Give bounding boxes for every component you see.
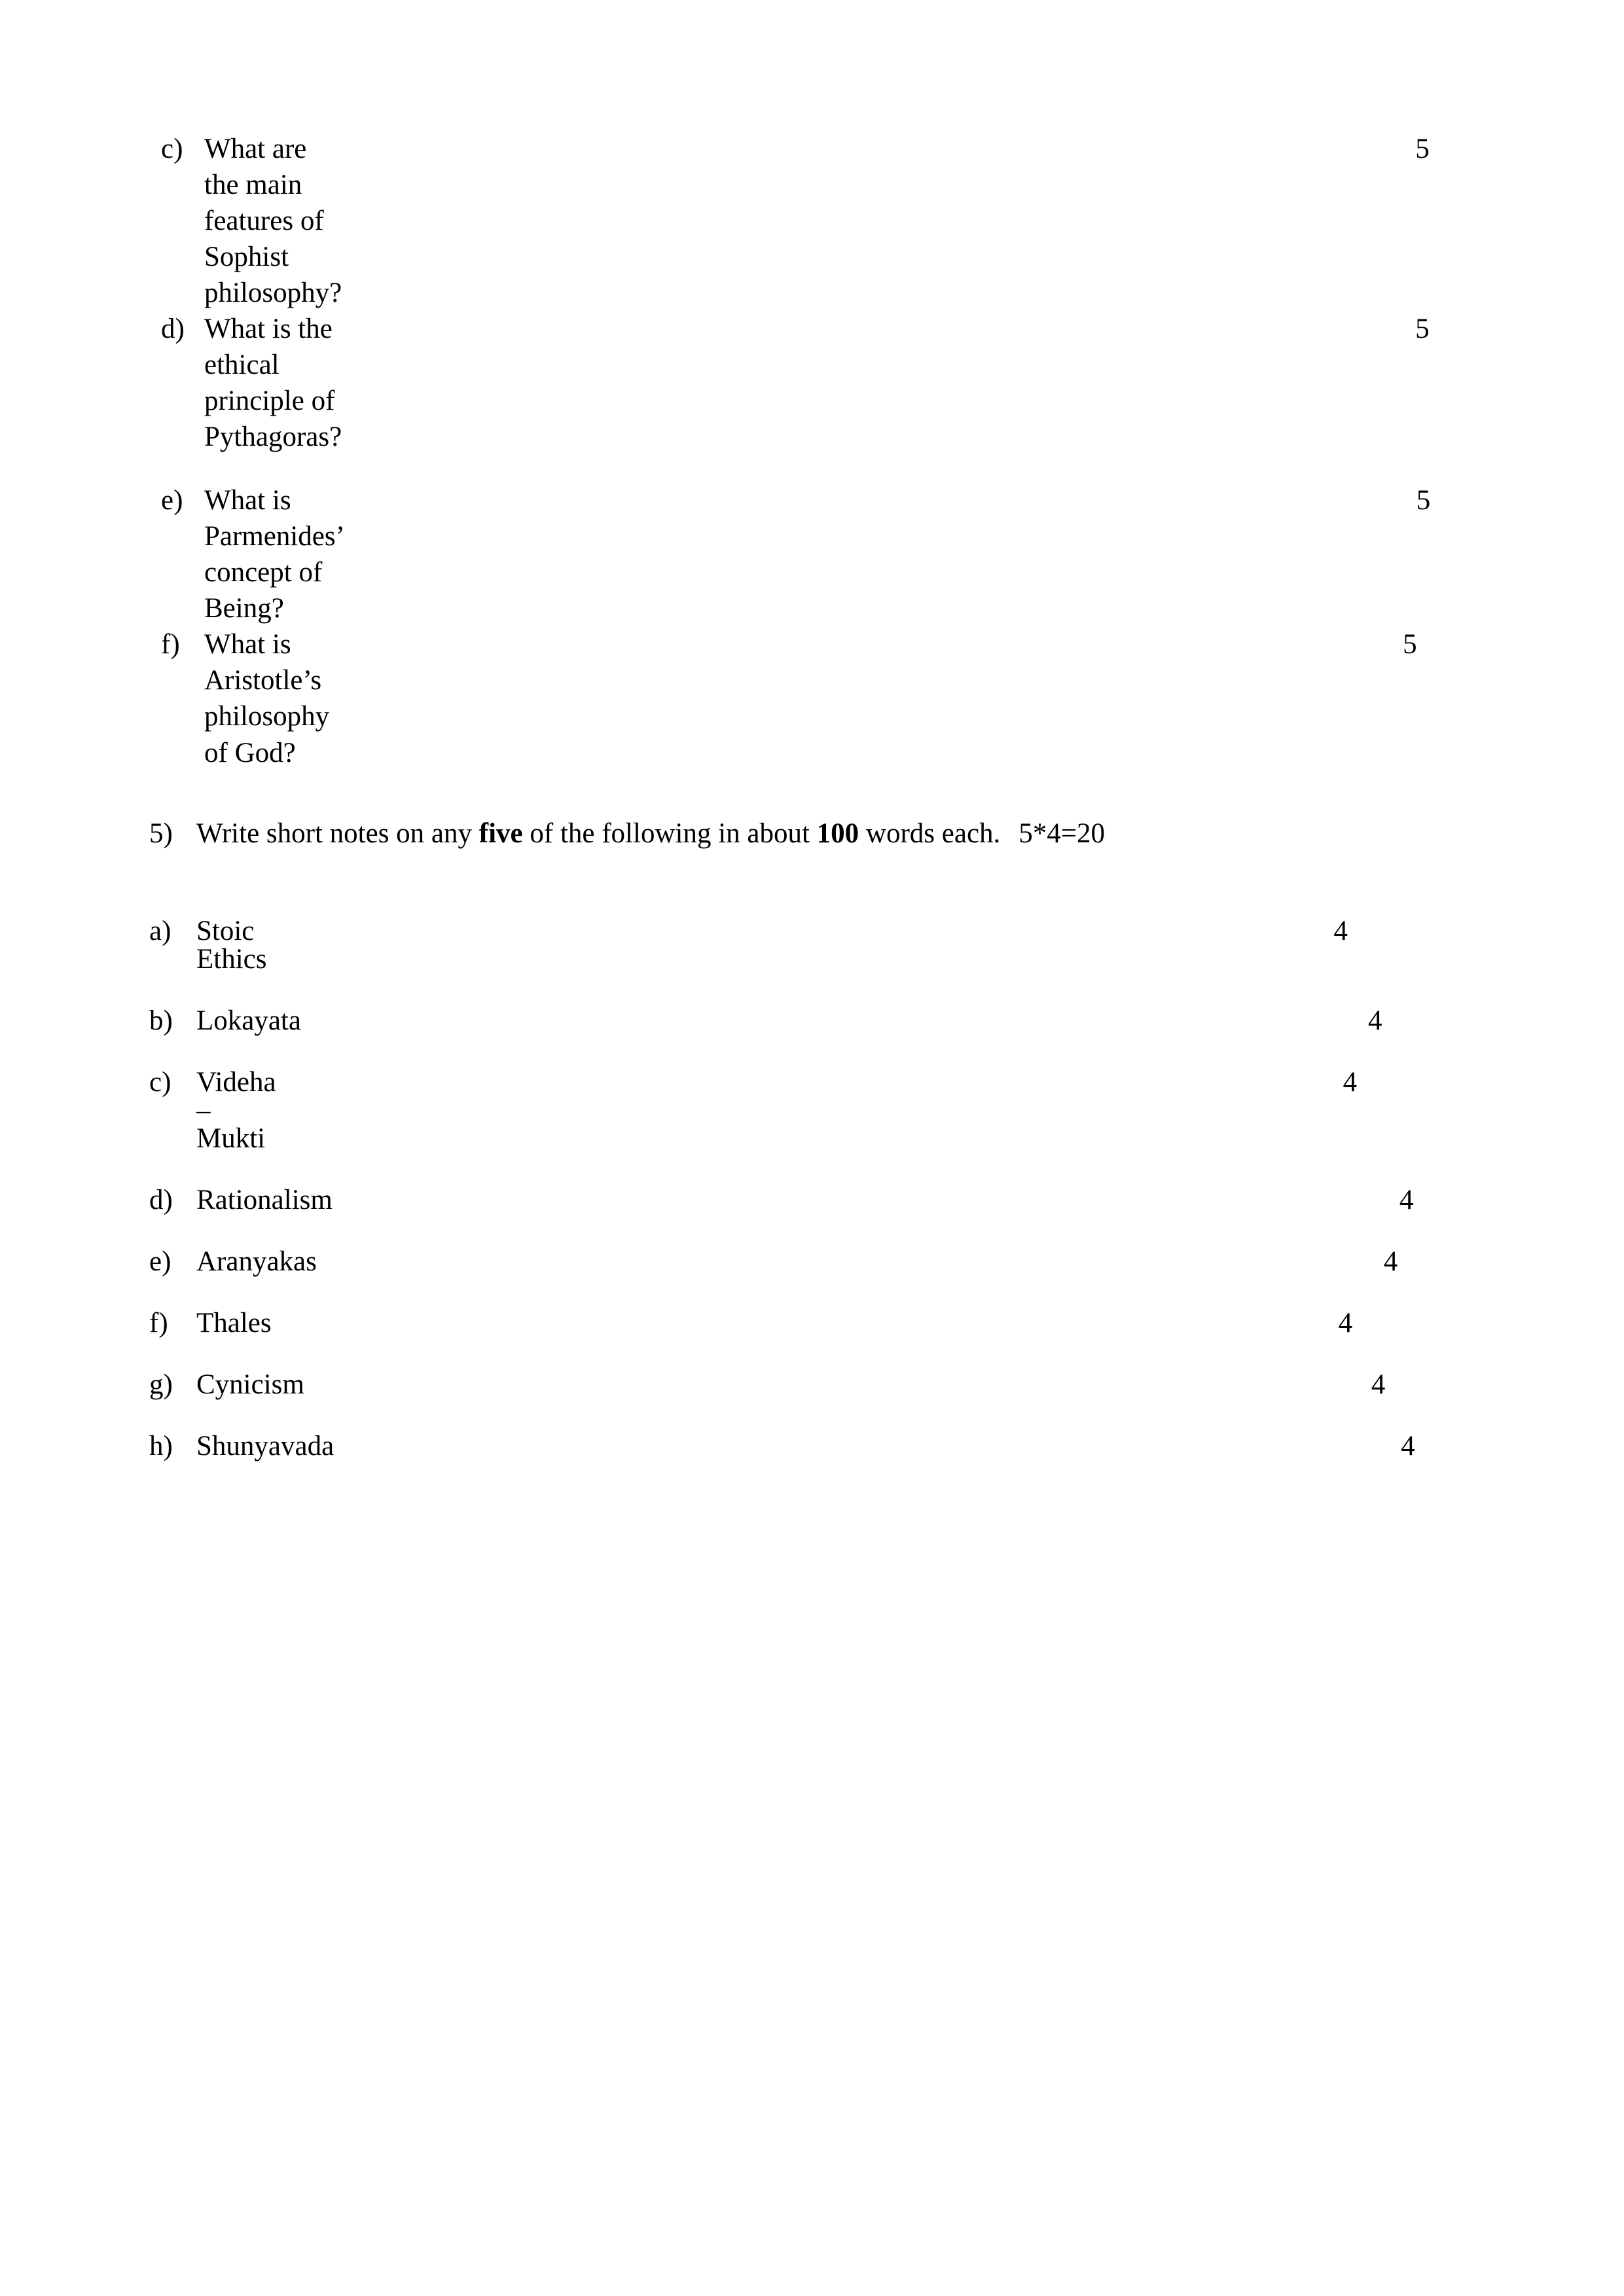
note-text: Videha –Mukti — [196, 1067, 276, 1155]
question-row — [161, 626, 1417, 770]
main-question-part2: of the following in about — [522, 817, 817, 849]
list-item — [149, 1246, 1398, 1278]
question-row — [161, 311, 1430, 455]
question-row — [161, 131, 1430, 311]
note-text: Rationalism — [196, 1185, 333, 1216]
note-marks: 4 — [1367, 1005, 1382, 1037]
note-marks: 4 — [1383, 1246, 1398, 1278]
main-question-bold-five: five — [478, 817, 523, 849]
question-marks: 5 — [1415, 314, 1430, 345]
note-text: Aranyakas — [196, 1246, 317, 1278]
list-item — [149, 1309, 1380, 1337]
note-text: Thales — [196, 1308, 272, 1339]
list-item — [149, 1007, 1380, 1035]
main-question-5 — [149, 816, 1380, 852]
note-marks: 4 — [1338, 1308, 1353, 1339]
main-question-bold-hundred: 100 — [816, 817, 859, 849]
list-item — [149, 1185, 1414, 1216]
main-question-text — [196, 816, 1000, 852]
question-marks: 5 — [1415, 134, 1430, 164]
list-item — [149, 1369, 1386, 1401]
question-label: d) — [161, 314, 185, 345]
page-content — [149, 131, 1431, 1494]
question-marks: 5 — [1416, 485, 1431, 516]
question-text: What is Parmenides’ concept of Being? — [204, 485, 343, 624]
question-text: What is Aristotle’s philosophy of God? — [204, 629, 330, 768]
question-group-cd — [161, 131, 1430, 455]
note-label: c) — [149, 1067, 171, 1098]
question-row — [161, 482, 1431, 626]
note-text: Shunyavada — [196, 1431, 334, 1462]
question-label: e) — [161, 485, 183, 516]
note-text: Stoic Ethics — [196, 916, 267, 975]
note-label: g) — [149, 1369, 173, 1401]
note-marks: 4 — [1371, 1369, 1386, 1401]
list-item — [149, 917, 1380, 973]
question-group-ef — [161, 482, 1431, 770]
note-text: Cynicism — [196, 1369, 304, 1401]
main-question-label: 5) — [149, 817, 173, 849]
note-label: b) — [149, 1005, 173, 1037]
list-item — [149, 1068, 1380, 1153]
note-marks: 4 — [1401, 1431, 1415, 1462]
list-item — [149, 1431, 1415, 1462]
note-marks: 4 — [1343, 1067, 1358, 1098]
note-marks: 4 — [1399, 1185, 1414, 1216]
note-marks: 4 — [1333, 916, 1348, 947]
question-text: What are the main features of Sophist philosophy? — [204, 134, 342, 309]
note-label: h) — [149, 1431, 173, 1462]
note-label: f) — [149, 1308, 168, 1339]
note-text: Lokayata — [196, 1005, 301, 1037]
note-label: d) — [149, 1185, 173, 1216]
main-question-part3: words each. — [859, 817, 1001, 849]
short-notes-list — [149, 916, 1415, 1462]
note-label: e) — [149, 1246, 171, 1278]
question-label: f) — [161, 629, 180, 660]
question-label: c) — [161, 134, 183, 164]
main-question-marks: 5*4=20 — [1019, 817, 1106, 849]
note-label: a) — [149, 916, 171, 947]
question-marks: 5 — [1403, 629, 1417, 660]
question-text: What is the ethical principle of Pythagoras? — [204, 314, 342, 453]
main-question-part1: Write short notes on any — [196, 817, 479, 849]
